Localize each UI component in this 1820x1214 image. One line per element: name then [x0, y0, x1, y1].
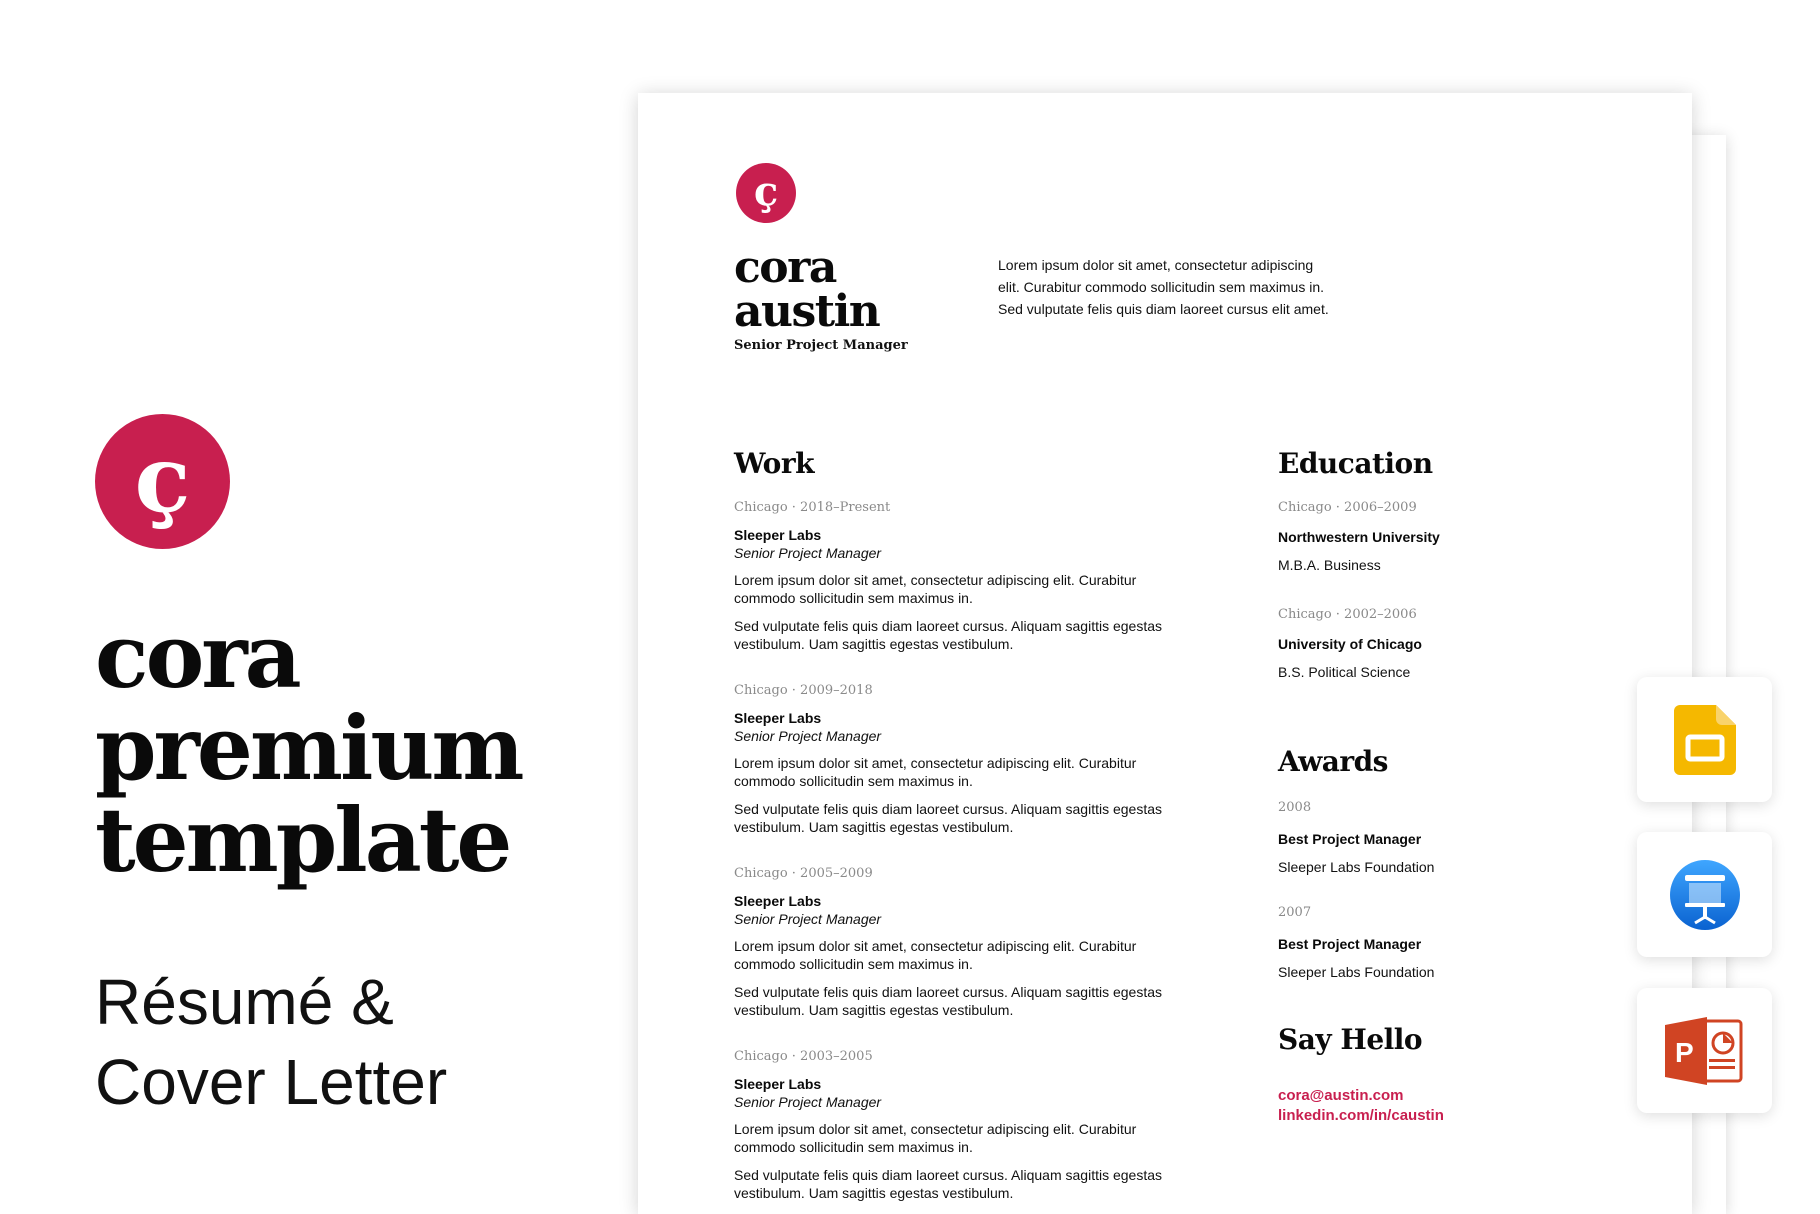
side-column: [1278, 448, 1578, 1126]
keynote-tile[interactable]: [1637, 832, 1772, 957]
brand-title-line: premium: [95, 696, 522, 800]
resume-role: Senior Project Manager: [734, 338, 908, 353]
powerpoint-icon: [1665, 1015, 1745, 1087]
education-school: Northwestern University: [1278, 529, 1440, 545]
work-paragraph: Sed vulputate felis quis diam laoreet cursus. Aliquam sagittis egestas vestibulum. Uam sagittis egestas vestibulum.: [734, 618, 1163, 652]
google-slides-icon: [1674, 705, 1736, 775]
education-school: University of Chicago: [1278, 636, 1422, 652]
linkedin-link[interactable]: linkedin.com/in/caustin: [1278, 1107, 1444, 1124]
education-degree: M.B.A. Business: [1278, 557, 1381, 573]
work-paragraph: Sed vulputate felis quis diam laoreet cursus. Aliquam sagittis egestas vestibulum. Uam sagittis egestas vestibulum.: [734, 801, 1163, 835]
say-hello-heading: Say Hello: [1278, 1023, 1423, 1056]
work-paragraph: Sed vulputate felis quis diam laoreet cursus. Aliquam sagittis egestas vestibulum. Uam sagittis egestas vestibulum.: [734, 984, 1163, 1018]
education-entry: [1278, 607, 1578, 680]
work-entry: [734, 683, 1174, 836]
award-year: 2008: [1278, 800, 1312, 815]
work-org: Sleeper Labs: [734, 1076, 822, 1092]
work-paragraph: Lorem ipsum dolor sit amet, consectetur adipiscing elit. Curabitur commodo sollicitudin sem maximus in.: [734, 1121, 1137, 1155]
awards-list: [1278, 800, 1578, 980]
brand-title-line: template: [95, 788, 510, 892]
brand-logo-glyph: ç: [134, 424, 191, 533]
work-entry: [734, 866, 1174, 1019]
resume-intro: Lorem ipsum dolor sit amet, consectetur adipiscing elit. Curabitur commodo sollicitudin sem maximus in. Sed vulputate felis quis diam laoreet cursus elit amet.: [998, 257, 1329, 317]
education-heading: Education: [1278, 447, 1433, 480]
work-meta: Chicago · 2003–2005: [734, 1049, 873, 1064]
work-meta: Chicago · 2009–2018: [734, 683, 873, 698]
brand-title: [95, 604, 522, 892]
brand-subtitle: [95, 962, 447, 1122]
work-paragraph: Lorem ipsum dolor sit amet, consectetur adipiscing elit. Curabitur commodo sollicitudin sem maximus in.: [734, 572, 1137, 606]
resume-name: [734, 242, 880, 337]
education-list: [1278, 500, 1578, 680]
work-position: Senior Project Manager: [734, 1094, 882, 1110]
brand-logo: [95, 414, 230, 549]
award-entry: [1278, 905, 1578, 980]
award-org: Sleeper Labs Foundation: [1278, 859, 1435, 875]
powerpoint-letter: P: [1674, 1036, 1694, 1068]
work-meta: Chicago · 2018–Present: [734, 500, 891, 515]
award-entry: [1278, 800, 1578, 875]
awards-heading: Awards: [1278, 745, 1388, 778]
resume-logo-glyph: ç: [753, 167, 779, 215]
work-paragraph: Lorem ipsum dolor sit amet, consectetur adipiscing elit. Curabitur commodo sollicitudin sem maximus in.: [734, 938, 1137, 972]
education-degree: B.S. Political Science: [1278, 664, 1411, 680]
work-org: Sleeper Labs: [734, 710, 822, 726]
award-org: Sleeper Labs Foundation: [1278, 964, 1435, 980]
brand-title-line: cora: [95, 604, 299, 708]
education-meta: Chicago · 2006–2009: [1278, 500, 1417, 515]
work-org: Sleeper Labs: [734, 527, 822, 543]
work-paragraph: Sed vulputate felis quis diam laoreet cursus. Aliquam sagittis egestas vestibulum. Uam sagittis egestas vestibulum.: [734, 1167, 1163, 1201]
education-meta: Chicago · 2002–2006: [1278, 607, 1417, 622]
work-meta: Chicago · 2005–2009: [734, 866, 873, 881]
award-title: Best Project Manager: [1278, 831, 1422, 847]
education-entry: [1278, 500, 1578, 573]
email-link[interactable]: cora@austin.com: [1278, 1087, 1404, 1104]
work-position: Senior Project Manager: [734, 911, 882, 927]
work-position: Senior Project Manager: [734, 728, 882, 744]
work-paragraph: Lorem ipsum dolor sit amet, consectetur adipiscing elit. Curabitur commodo sollicitudin sem maximus in.: [734, 755, 1137, 789]
work-heading: Work: [734, 447, 814, 480]
contact-links: [1278, 1086, 1578, 1126]
resume-name-line: cora: [734, 242, 836, 293]
work-org: Sleeper Labs: [734, 893, 822, 909]
work-position: Senior Project Manager: [734, 545, 882, 561]
google-slides-tile[interactable]: [1637, 677, 1772, 802]
resume-page: [638, 93, 1692, 1214]
work-entry: [734, 1049, 1174, 1202]
resume-logo: [736, 163, 796, 223]
award-year: 2007: [1278, 905, 1312, 920]
work-entry: [734, 500, 1174, 653]
work-section: [734, 448, 1174, 1202]
award-title: Best Project Manager: [1278, 936, 1422, 952]
resume-name-line: austin: [734, 286, 880, 337]
brand-subtitle-line: Cover Letter: [95, 1046, 448, 1118]
powerpoint-tile[interactable]: [1637, 988, 1772, 1113]
brand-subtitle-line: Résumé &: [95, 966, 394, 1038]
keynote-icon: [1667, 859, 1743, 931]
